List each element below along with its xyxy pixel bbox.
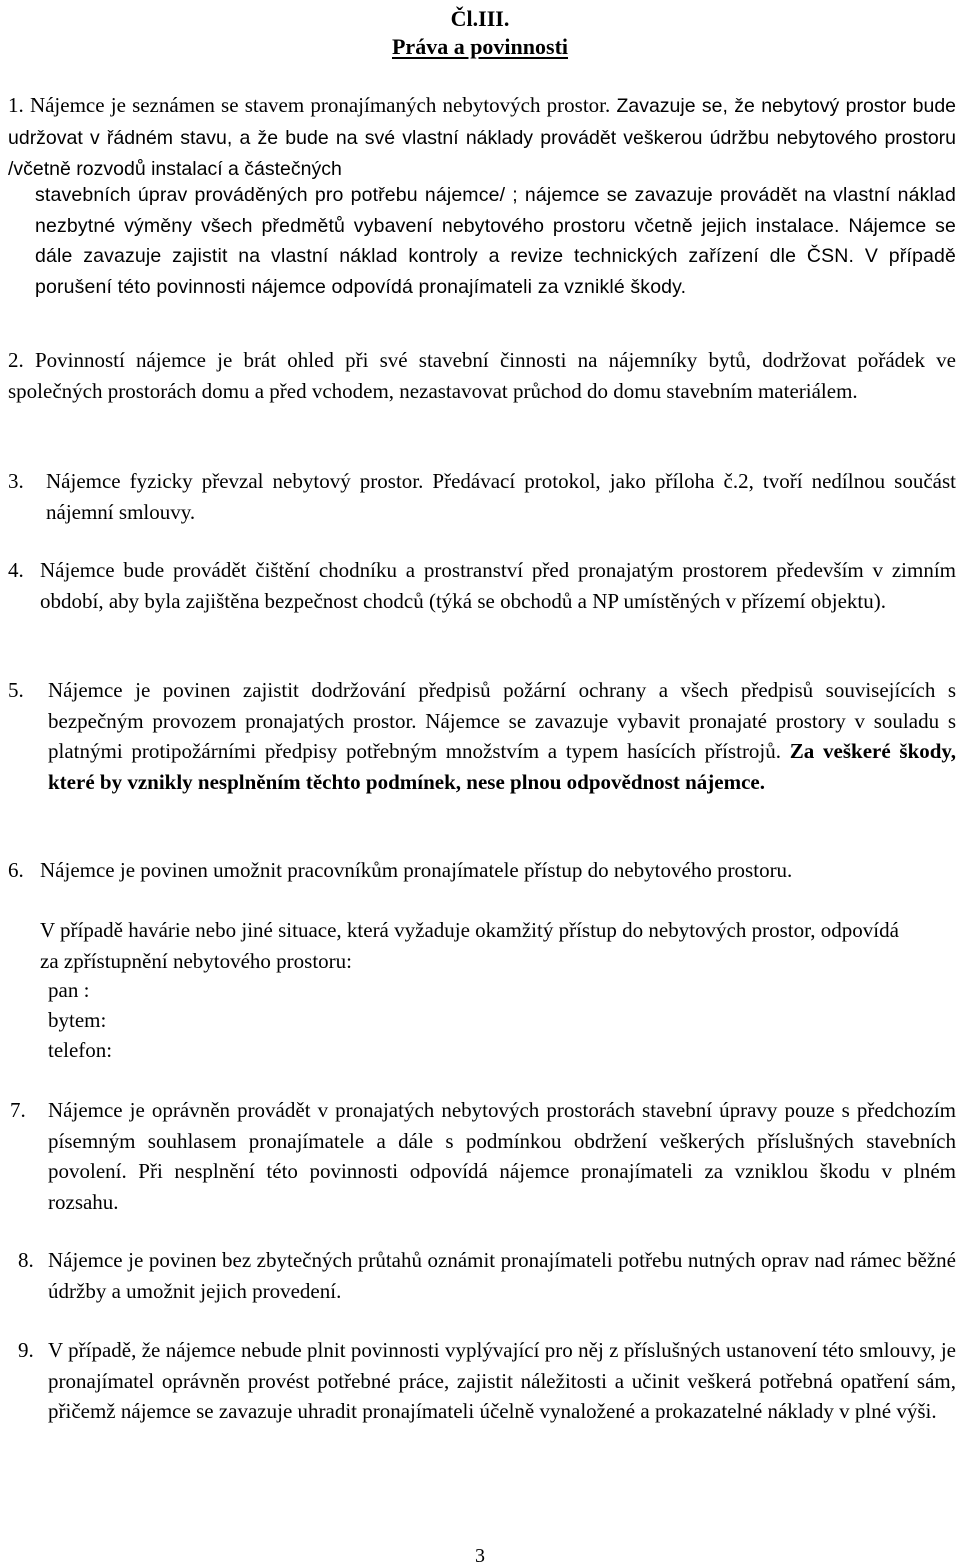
clause-4-text: Nájemce bude provádět čištění chodníku a prostranství před pronajatým prostorem především v zimním období, aby byla zajištěna bezpečnost chodců (týká se obchodů a NP umístěných v přízemí objektu). — [40, 558, 956, 613]
clause-7 — [10, 1095, 956, 1217]
clause-6-text: Nájemce je povinen umožnit pracovníkům pronajímatele přístup do nebytového prostoru. — [40, 858, 793, 882]
clause-1-text-a: Nájemce je seznámen se stavem pronajímaných nebytových prostor. — [29, 93, 611, 117]
clause-2-number: 2. — [8, 348, 24, 372]
clause-8-text: Nájemce je povinen bez zbytečných průtahů oznámit pronajímateli potřebu nutných oprav nad rámec běžné údržby a umožnit jejich provedení. — [48, 1248, 956, 1303]
clause-4-number: 4. — [8, 558, 24, 582]
clause-9-number: 9. — [18, 1338, 34, 1362]
clause-1-text-d: V případě porušení této povinnosti nájemce odpovídá pronajímateli za vzniklé škody. — [35, 245, 956, 298]
clause-5-text: Nájemce je povinen zajistit dodržování předpisů požární ochrany a všech předpisů souvisejících s bezpečným provozem pronajatých prostor. Nájemce se zavazuje vybavit pronajaté prostory v souladu s platnými protipožárními předpisy potřebným množstvím a typem hasících přístrojů. — [48, 678, 956, 763]
clause-5-number: 5. — [8, 678, 24, 702]
contact-field-name: pan : — [48, 978, 90, 1002]
clause-4 — [8, 555, 956, 616]
clause-1-number: 1. — [8, 93, 24, 117]
clause-6-number: 6. — [8, 858, 24, 882]
contact-field-address: bytem: — [48, 1008, 107, 1032]
clause-8-number: 8. — [18, 1248, 34, 1272]
clause-1-cont — [35, 180, 956, 302]
clause-6-cont — [40, 915, 920, 976]
clause-3-number: 3. — [8, 469, 24, 493]
clause-9-text: V případě, že nájemce nebude plnit povinnosti vyplývající pro něj z příslušných ustanovení této smlouvy, je pronajímatel oprávněn provést potřebné práce, zajistit náležitosti a učinit veškerá potřebná opatření sám, přičemž nájemce se zavazuje uhradit pronajímateli účelně vynaložené a prokazatelné náklady v plné výši. — [48, 1338, 956, 1423]
clause-1-text-b: Zavazuje se, že nebytový prostor bude udržovat v řádném stavu, a že bude na své vlastní náklady provádět veškerou údržbu nebytového prostoru /včetně rozvodů instalací a částečných — [8, 95, 957, 180]
clause-9 — [18, 1335, 956, 1427]
clause-7-text: Nájemce je oprávněn provádět v pronajatých nebytových prostorách stavební úpravy pouze s předchozím písemným souhlasem pronajímatele a dále s podmínkou obdržení veškerých příslušných stavebních povolení. Při nesplnění této povinnosti odpovídá nájemce pronajímateli za vzniklou škodu v plném rozsahu. — [48, 1098, 956, 1214]
clause-2 — [8, 345, 956, 406]
clause-8 — [18, 1245, 956, 1306]
clause-1 — [8, 90, 956, 185]
clause-3 — [8, 466, 956, 527]
clause-1-text-c: stavebních úprav prováděných pro potřebu nájemce/ ; nájemce se zavazuje provádět na vlastní náklad nezbytné výměny všech předmětů vybavení nebytového prostoru včetně jejich instalace. Nájemce se dále zavazuje zajistit na vlastní náklad kontroly a revize technických zařízení dle ČSN. — [35, 184, 956, 267]
section-title: Práva a povinnosti — [391, 34, 569, 59]
clause-5 — [8, 675, 957, 797]
clause-2-text: Povinností nájemce je brát ohled při své stavební činnosti na nájemníky bytů, dodržovat pořádek ve společných prostorách domu a před vchodem, nezastavovat průchod do domu stavebním materiálem. — [8, 348, 957, 403]
article-heading: Čl.III. — [450, 6, 510, 31]
clause-3-text: Nájemce fyzicky převzal nebytový prostor. Předávací protokol, jako příloha č.2, tvoří nedílnou součást nájemní smlouvy. — [46, 469, 956, 524]
contact-field-phone: telefon: — [48, 1038, 113, 1062]
clause-6-text2: V případě havárie nebo jiné situace, která vyžaduje okamžitý přístup do nebytových prostor, odpovídá za zpřístupnění nebytového prostoru: — [40, 918, 899, 973]
clause-5-bold-text: Za veškeré škody, které by vznikly nesplněním těchto podmínek, nese plnou odpovědnost nájemce. — [48, 739, 957, 794]
page-number: 3 — [475, 1545, 485, 1567]
clause-6 — [8, 855, 920, 886]
clause-7-number: 7. — [10, 1098, 26, 1122]
